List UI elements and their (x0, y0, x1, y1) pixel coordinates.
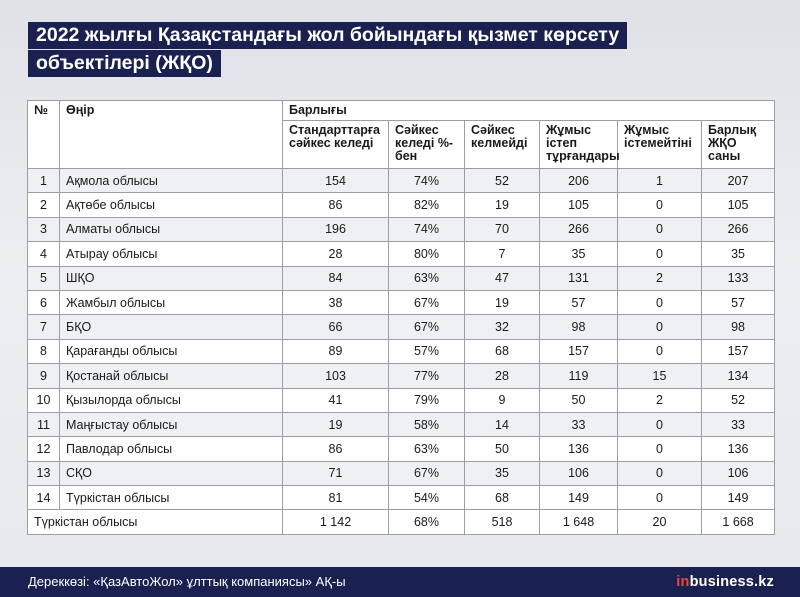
table-row (28, 461, 775, 485)
source-note: Дереккөзі: «ҚазАвтоЖол» ұлттық компаниясы» АҚ-ы (28, 574, 346, 589)
row-region: Ақтөбе облысы (60, 193, 283, 217)
table-row (28, 412, 775, 436)
row-total-count: 136 (702, 437, 775, 461)
row-compliant-percent: 67% (389, 461, 465, 485)
row-region: Жамбыл облысы (60, 290, 283, 314)
row-index: 14 (28, 486, 60, 510)
row-region: Қарағанды облысы (60, 339, 283, 363)
row-index: 4 (28, 242, 60, 266)
row-total-count: 98 (702, 315, 775, 339)
row-compliant: 154 (283, 169, 389, 193)
row-total-count: 134 (702, 364, 775, 388)
row-compliant-percent: 77% (389, 364, 465, 388)
row-region: Алматы облысы (60, 217, 283, 241)
row-index: 2 (28, 193, 60, 217)
row-compliant: 38 (283, 290, 389, 314)
row-noncompliant: 68 (465, 339, 540, 363)
total-operating: 1 648 (540, 510, 618, 534)
row-region: Қостанай облысы (60, 364, 283, 388)
row-not-operating: 1 (618, 169, 702, 193)
brand-logo-prefix: in (676, 574, 690, 590)
header-compliant-percent: Сәйкес келеді %-бен (389, 121, 465, 169)
row-operating: 157 (540, 339, 618, 363)
header-index: № (28, 101, 60, 169)
row-not-operating: 0 (618, 193, 702, 217)
header-region: Өңір (60, 101, 283, 169)
row-index: 7 (28, 315, 60, 339)
total-compliant: 1 142 (283, 510, 389, 534)
table-row (28, 217, 775, 241)
row-compliant: 41 (283, 388, 389, 412)
row-not-operating: 15 (618, 364, 702, 388)
total-count: 1 668 (702, 510, 775, 534)
row-compliant: 86 (283, 437, 389, 461)
row-operating: 57 (540, 290, 618, 314)
table-row (28, 437, 775, 461)
row-not-operating: 0 (618, 437, 702, 461)
row-operating: 131 (540, 266, 618, 290)
row-compliant: 103 (283, 364, 389, 388)
row-noncompliant: 47 (465, 266, 540, 290)
row-total-count: 105 (702, 193, 775, 217)
row-operating: 136 (540, 437, 618, 461)
table-row (28, 193, 775, 217)
row-noncompliant: 52 (465, 169, 540, 193)
row-operating: 106 (540, 461, 618, 485)
row-total-count: 35 (702, 242, 775, 266)
row-total-count: 133 (702, 266, 775, 290)
row-total-count: 266 (702, 217, 775, 241)
footer-bar (0, 567, 800, 597)
table-row (28, 242, 775, 266)
row-operating: 206 (540, 169, 618, 193)
row-compliant: 81 (283, 486, 389, 510)
header-operating: Жұмыс істеп тұрғандары (540, 121, 618, 169)
total-noncompliant: 518 (465, 510, 540, 534)
total-not-operating: 20 (618, 510, 702, 534)
row-compliant-percent: 82% (389, 193, 465, 217)
row-compliant-percent: 63% (389, 266, 465, 290)
table-row (28, 486, 775, 510)
brand-logo[interactable] (676, 567, 774, 597)
page-title-line-2: объектілері (ЖҚО) (28, 50, 221, 77)
row-total-count: 57 (702, 290, 775, 314)
row-index: 12 (28, 437, 60, 461)
row-operating: 149 (540, 486, 618, 510)
row-compliant: 89 (283, 339, 389, 363)
table-body (28, 169, 775, 510)
brand-logo-rest: business.kz (689, 574, 774, 590)
row-compliant-percent: 58% (389, 412, 465, 436)
row-index: 13 (28, 461, 60, 485)
header-compliant: Стандарттарға сәйкес келеді (283, 121, 389, 169)
total-compliant-percent: 68% (389, 510, 465, 534)
row-compliant: 19 (283, 412, 389, 436)
row-compliant-percent: 74% (389, 169, 465, 193)
row-index: 3 (28, 217, 60, 241)
row-index: 8 (28, 339, 60, 363)
row-compliant-percent: 54% (389, 486, 465, 510)
row-region: Түркістан облысы (60, 486, 283, 510)
row-compliant-percent: 67% (389, 290, 465, 314)
row-not-operating: 0 (618, 339, 702, 363)
row-total-count: 157 (702, 339, 775, 363)
row-operating: 119 (540, 364, 618, 388)
row-operating: 35 (540, 242, 618, 266)
table-row (28, 169, 775, 193)
row-compliant: 84 (283, 266, 389, 290)
row-index: 1 (28, 169, 60, 193)
row-region: ШҚО (60, 266, 283, 290)
row-compliant-percent: 80% (389, 242, 465, 266)
total-row-label: Түркістан облысы (28, 510, 283, 534)
row-noncompliant: 35 (465, 461, 540, 485)
row-total-count: 106 (702, 461, 775, 485)
row-index: 9 (28, 364, 60, 388)
row-total-count: 207 (702, 169, 775, 193)
table-total-row (28, 510, 775, 534)
row-not-operating: 0 (618, 217, 702, 241)
table-row (28, 388, 775, 412)
row-not-operating: 2 (618, 388, 702, 412)
header-group-total: Барлығы (283, 101, 775, 121)
row-noncompliant: 50 (465, 437, 540, 461)
row-compliant-percent: 63% (389, 437, 465, 461)
row-compliant-percent: 79% (389, 388, 465, 412)
row-index: 6 (28, 290, 60, 314)
row-noncompliant: 19 (465, 193, 540, 217)
row-noncompliant: 7 (465, 242, 540, 266)
row-noncompliant: 14 (465, 412, 540, 436)
page-title-line-1: 2022 жылғы Қазақстандағы жол бойындағы қызмет көрсету (28, 22, 627, 49)
row-compliant: 28 (283, 242, 389, 266)
row-operating: 50 (540, 388, 618, 412)
row-not-operating: 0 (618, 412, 702, 436)
row-operating: 105 (540, 193, 618, 217)
row-compliant: 71 (283, 461, 389, 485)
row-compliant: 196 (283, 217, 389, 241)
row-operating: 33 (540, 412, 618, 436)
row-region: Ақмола облысы (60, 169, 283, 193)
row-operating: 98 (540, 315, 618, 339)
row-not-operating: 0 (618, 290, 702, 314)
row-total-count: 33 (702, 412, 775, 436)
header-not-operating: Жұмыс істемейтіні (618, 121, 702, 169)
row-noncompliant: 32 (465, 315, 540, 339)
row-region: Маңғыстау облысы (60, 412, 283, 436)
row-not-operating: 2 (618, 266, 702, 290)
row-operating: 266 (540, 217, 618, 241)
row-not-operating: 0 (618, 486, 702, 510)
row-noncompliant: 9 (465, 388, 540, 412)
table-row (28, 290, 775, 314)
row-noncompliant: 19 (465, 290, 540, 314)
row-region: Павлодар облысы (60, 437, 283, 461)
header-noncompliant: Сәйкес келмейді (465, 121, 540, 169)
row-not-operating: 0 (618, 315, 702, 339)
row-total-count: 52 (702, 388, 775, 412)
row-index: 5 (28, 266, 60, 290)
roadside-facilities-table (27, 100, 775, 535)
row-compliant-percent: 57% (389, 339, 465, 363)
header-total-count: Барлық ЖҚО саны (702, 121, 775, 169)
row-noncompliant: 68 (465, 486, 540, 510)
row-total-count: 149 (702, 486, 775, 510)
table-row (28, 364, 775, 388)
row-region: Атырау облысы (60, 242, 283, 266)
row-noncompliant: 70 (465, 217, 540, 241)
table-row (28, 315, 775, 339)
row-noncompliant: 28 (465, 364, 540, 388)
row-index: 10 (28, 388, 60, 412)
row-region: Қызылорда облысы (60, 388, 283, 412)
table-row (28, 266, 775, 290)
row-index: 11 (28, 412, 60, 436)
row-compliant: 66 (283, 315, 389, 339)
row-region: СҚО (60, 461, 283, 485)
row-not-operating: 0 (618, 461, 702, 485)
row-region: БҚО (60, 315, 283, 339)
row-compliant-percent: 67% (389, 315, 465, 339)
row-compliant: 86 (283, 193, 389, 217)
row-not-operating: 0 (618, 242, 702, 266)
row-compliant-percent: 74% (389, 217, 465, 241)
table-row (28, 339, 775, 363)
